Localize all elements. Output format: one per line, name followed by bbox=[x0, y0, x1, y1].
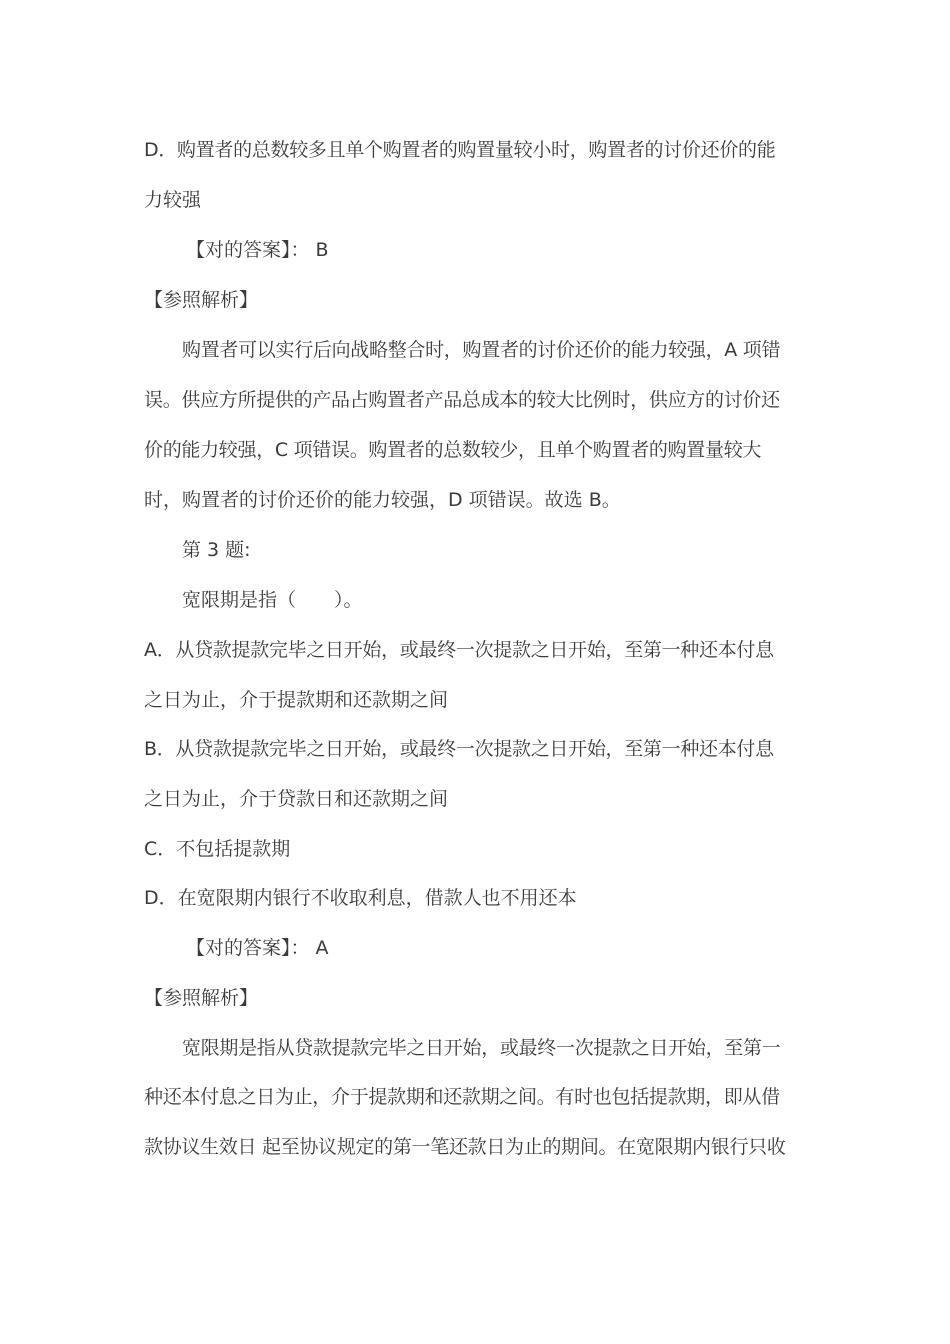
option-d-line-1: D．购置者的总数较多且单个购置者的购置量较小时，购置者的讨价还价的能 bbox=[144, 139, 776, 161]
question-stem: 宽限期是指（ ）。 bbox=[182, 589, 363, 611]
analysis-heading: 【参照解析】 bbox=[144, 289, 259, 311]
analysis-heading: 【参照解析】 bbox=[144, 987, 259, 1009]
analysis-paragraph-line-3: 价的能力较强，C 项错误。购置者的总数较少，且单个购置者的购置量较大 bbox=[144, 439, 762, 461]
analysis-paragraph-line-4: 时，购置者的讨价还价的能力较强，D 项错误。故选 B。 bbox=[144, 489, 621, 511]
option-d-line-2: 力较强 bbox=[144, 189, 202, 211]
option-d: D．在宽限期内银行不收取利息，借款人也不用还本 bbox=[144, 887, 577, 909]
analysis-paragraph-line-2: 种还本付息之日为止，介于提款期和还款期之间。有时也包括提款期，即从借 bbox=[144, 1086, 780, 1108]
question-number: 第 3 题: bbox=[182, 539, 251, 561]
analysis-paragraph-line-1: 购置者可以实行后向战略整合时，购置者的讨价还价的能力较强，A 项错 bbox=[182, 339, 781, 361]
analysis-paragraph-line-3: 款协议生效日 起至协议规定的第一笔还款日为止的期间。在宽限期内银行只收 bbox=[144, 1136, 786, 1158]
analysis-paragraph-line-1: 宽限期是指从贷款提款完毕之日开始，或最终一次提款之日开始，至第一 bbox=[182, 1037, 781, 1059]
option-b-line-1: B．从贷款提款完毕之日开始，或最终一次提款之日开始，至第一种还本付息 bbox=[144, 738, 774, 760]
option-b-line-2: 之日为止，介于贷款日和还款期之间 bbox=[144, 788, 449, 810]
analysis-paragraph-line-2: 误。供应方所提供的产品占购置者产品总成本的较大比例时，供应方的讨价还 bbox=[144, 389, 780, 411]
option-a-line-2: 之日为止，介于提款期和还款期之间 bbox=[144, 689, 449, 711]
correct-answer-label: 【对的答案】： A bbox=[186, 937, 329, 959]
option-a-line-1: A．从贷款提款完毕之日开始，或最终一次提款之日开始，至第一种还本付息 bbox=[144, 639, 774, 661]
correct-answer-label: 【对的答案】： B bbox=[186, 239, 329, 261]
option-c: C．不包括提款期 bbox=[144, 838, 291, 860]
